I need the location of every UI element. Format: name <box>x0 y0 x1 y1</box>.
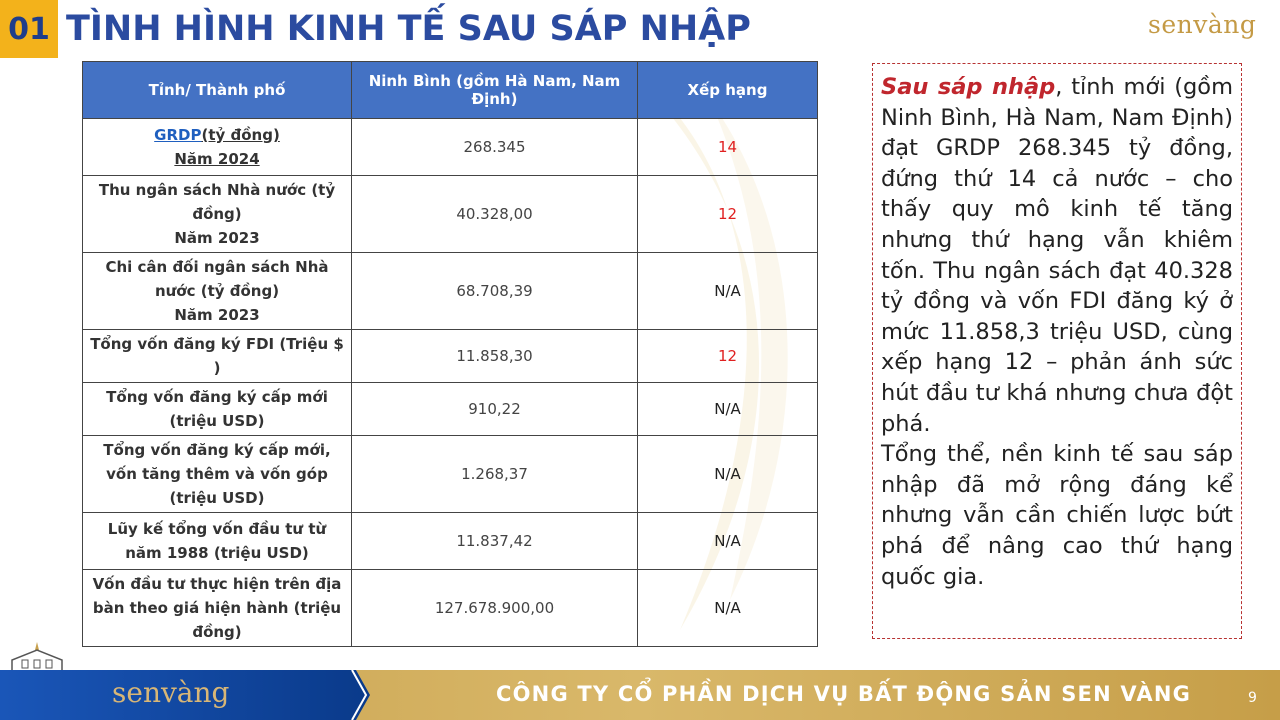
column-header-province: Tỉnh/ Thành phố <box>83 62 352 119</box>
row-value: 11.837,42 <box>352 513 638 570</box>
row-label: Vốn đầu tư thực hiện trên địa bàn theo giá hiện hành (triệu đồng) <box>83 570 352 647</box>
footer-bar <box>0 670 1280 720</box>
economic-indicators-table <box>82 61 818 647</box>
row-value: 268.345 <box>352 119 638 176</box>
table-row <box>83 253 818 330</box>
row-value: 11.858,30 <box>352 330 638 383</box>
table-row <box>83 513 818 570</box>
row-label <box>83 253 352 330</box>
grdp-year: Năm 2024 <box>174 150 260 168</box>
row-rank: N/A <box>638 253 818 330</box>
row-label-year: Năm 2023 <box>174 306 260 324</box>
table-row <box>83 436 818 513</box>
row-rank: 14 <box>638 119 818 176</box>
summary-paragraph-1 <box>881 72 1233 439</box>
row-value: 127.678.900,00 <box>352 570 638 647</box>
column-header-rank: Xếp hạng <box>638 62 818 119</box>
table-header-row <box>83 62 818 119</box>
row-rank: N/A <box>638 383 818 436</box>
row-value: 68.708,39 <box>352 253 638 330</box>
row-rank: N/A <box>638 436 818 513</box>
section-number-badge: 01 <box>0 0 58 58</box>
grdp-unit: (tỷ đồng) <box>201 126 280 144</box>
page-number: 9 <box>1248 690 1257 706</box>
row-rank: 12 <box>638 176 818 253</box>
row-label-text: Thu ngân sách Nhà nước (tỷ đồng) <box>98 181 336 223</box>
column-header-ninh-binh: Ninh Bình (gồm Hà Nam, Nam Định) <box>352 62 638 119</box>
row-label: Lũy kế tổng vốn đầu tư từ năm 1988 (triệu USD) <box>83 513 352 570</box>
row-value: 910,22 <box>352 383 638 436</box>
row-label: Tổng vốn đăng ký cấp mới (triệu USD) <box>83 383 352 436</box>
row-label: Tổng vốn đăng ký FDI (Triệu $ ) <box>83 330 352 383</box>
summary-paragraph-2: Tổng thể, nền kinh tế sau sáp nhập đã mở rộng đáng kể nhưng vẫn cần chiến lược bứt phá để nâng cao thứ hạng quốc gia. <box>881 441 1233 590</box>
summary-box <box>872 63 1242 639</box>
table-row <box>83 176 818 253</box>
table-row <box>83 383 818 436</box>
row-rank: 12 <box>638 330 818 383</box>
row-label-year: Năm 2023 <box>174 229 260 247</box>
summary-text-1: , tỉnh mới (gồm Ninh Bình, Hà Nam, Nam Định) đạt GRDP 268.345 tỷ đồng, đứng thứ 14 cả nước – cho thấy quy mô kinh tế tăng nhưng thứ hạng vẫn khiêm tốn. Thu ngân sách đạt 40.328 tỷ đồng và vốn FDI đăng ký ở mức 11.858,3 triệu USD, cùng xếp hạng 12 – phản ánh sức hút đầu tư khá nhưng chưa đột phá. <box>881 74 1233 437</box>
grdp-link[interactable]: GRDP <box>154 126 202 144</box>
table-row <box>83 570 818 647</box>
row-rank: N/A <box>638 570 818 647</box>
row-value: 1.268,37 <box>352 436 638 513</box>
row-label-grdp <box>83 119 352 176</box>
page-title: TÌNH HÌNH KINH TẾ SAU SÁP NHẬP <box>66 9 751 49</box>
brand-logo <box>1148 4 1274 48</box>
row-label: Tổng vốn đăng ký cấp mới, vốn tăng thêm và vốn góp (triệu USD) <box>83 436 352 513</box>
row-label <box>83 176 352 253</box>
brand-logo-text: senvàng <box>1148 10 1257 39</box>
building-emblem-icon <box>4 638 70 674</box>
summary-lead: Sau sáp nhập <box>881 74 1056 100</box>
footer-logo-text: senvàng <box>112 676 230 709</box>
table-row <box>83 330 818 383</box>
table-row <box>83 119 818 176</box>
row-rank: N/A <box>638 513 818 570</box>
row-label-text: Chi cân đối ngân sách Nhà nước (tỷ đồng) <box>105 258 329 300</box>
company-name: CÔNG TY CỔ PHẦN DỊCH VỤ BẤT ĐỘNG SẢN SEN VÀNG <box>496 682 1192 706</box>
row-value: 40.328,00 <box>352 176 638 253</box>
